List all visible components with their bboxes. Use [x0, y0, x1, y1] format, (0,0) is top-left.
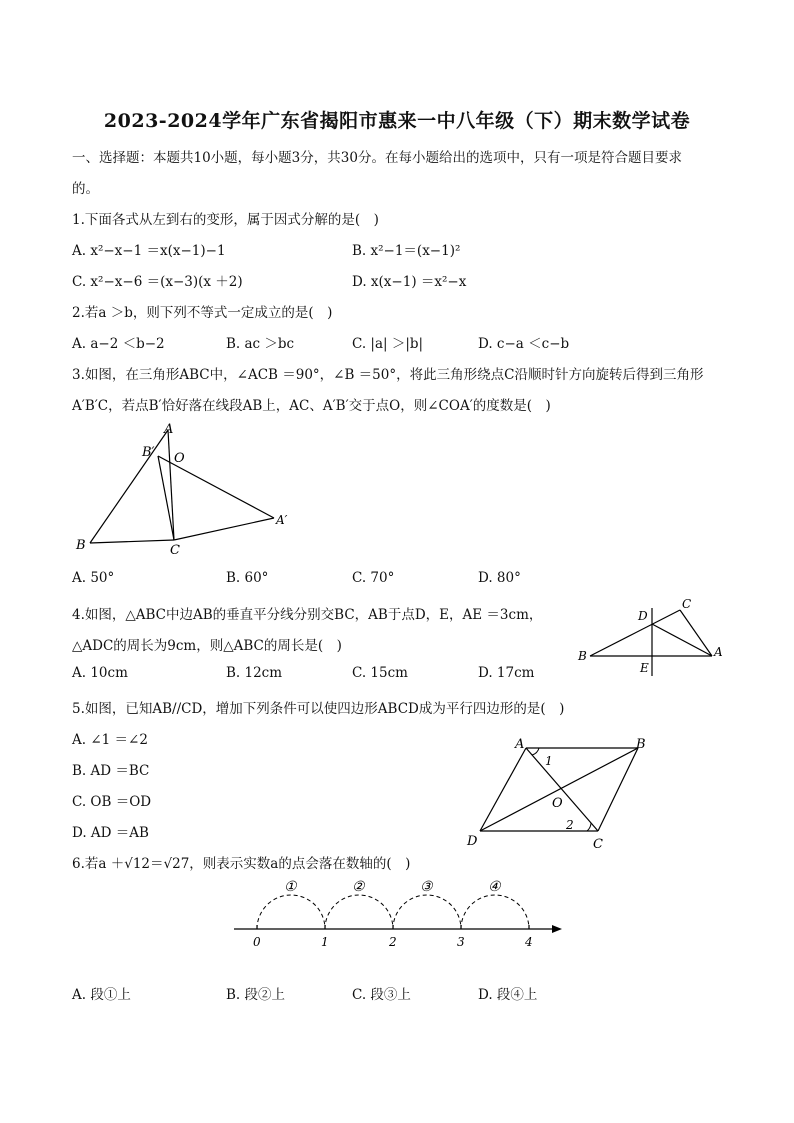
q3-label-c: C [170, 543, 180, 558]
q3-line-ab [90, 430, 168, 543]
q6-segment-2-label: ② [352, 879, 365, 895]
q2-stem: 2.若a ＞b，则下列不等式一定成立的是( ) [72, 305, 333, 321]
q4-line-bc [590, 610, 680, 656]
q3-option-c: C. 70° [352, 570, 395, 586]
q6-segment-4-label: ④ [488, 879, 501, 895]
q4-option-a: A. 10cm [72, 665, 128, 681]
page-title: 2023-2024学年广东省揭阳市惠来一中八年级（下）期末数学试卷 [103, 110, 691, 132]
q4-label-e: E [640, 661, 649, 675]
q5-angle2-arc [587, 823, 591, 831]
q4-label-d: D [638, 609, 648, 623]
q5-option-b: B. AD ＝BC [72, 763, 150, 779]
q5-label-c: C [593, 837, 603, 852]
q5-diagonal-ac [526, 748, 598, 831]
q6-segment-3-arc [393, 895, 461, 929]
q5-angle2-label: 2 [566, 818, 574, 832]
q3-label-o: O [174, 451, 185, 466]
q2-option-c: C. |a| ＞|b| [352, 336, 424, 352]
q4-stem-line2: △ADC的周长为9cm，则△ABC的周长是( ) [72, 638, 342, 654]
q6-axis-arrow [552, 925, 562, 933]
q3-rotation-figure [70, 418, 300, 558]
q3-option-b: B. 60° [226, 570, 269, 586]
q6-number-line-figure [226, 874, 576, 954]
q4-stem-line1: 4.如图，△ABC中边AB的垂直平分线分别交BC，AB于点D，E，AE ＝3cm， [72, 607, 543, 623]
q5-diagonal-bd [480, 748, 638, 831]
section-instruction-line1: 一、选择题：本题共10小题，每小题3分，共30分。在每小题给出的选项中，只有一项是符合题目要求 [72, 150, 682, 166]
q6-option-b: B. 段②上 [226, 987, 286, 1003]
q1-option-c: C. x²−x−6 ＝(x−3)(x ＋2) [72, 274, 243, 290]
q5-label-d: D [467, 834, 478, 849]
q5-label-b: B [636, 737, 646, 752]
q4-option-c: C. 15cm [352, 665, 408, 681]
q6-tick-label-3: 3 [457, 935, 465, 949]
q2-option-d: D. c−a ＜c−b [478, 336, 570, 352]
q4-option-b: B. 12cm [226, 665, 283, 681]
q3-line-ca1 [174, 518, 274, 540]
section-instruction-line2: 的。 [72, 181, 99, 197]
q5-stem: 5.如图，已知AB//CD，增加下列条件可以使四边形ABCD成为平行四边形的是( ) [72, 701, 565, 717]
q4-line-da [652, 624, 712, 656]
q4-triangle-figure [572, 594, 732, 684]
q5-line-bc [598, 748, 638, 831]
q3-option-a: A. 50° [72, 570, 115, 586]
q3-label-b: B [76, 538, 86, 553]
q2-option-a: A. a−2 ＜b−2 [72, 336, 165, 352]
q3-label-a: A [164, 422, 174, 437]
q6-segment-1-arc [257, 895, 325, 929]
q6-option-a: A. 段①上 [72, 987, 131, 1003]
q4-line-ca [680, 610, 712, 656]
q5-angle1-arc [532, 748, 539, 755]
q5-label-o: O [552, 796, 563, 811]
q6-segment-3-label: ③ [420, 879, 433, 895]
q6-stem: 6.若a ＋√12＝√27，则表示实数a的点会落在数轴的( ) [72, 856, 411, 872]
q6-option-d: D. 段④上 [478, 987, 538, 1003]
q6-tick-label-1: 1 [321, 935, 329, 949]
q6-tick-label-4: 4 [525, 935, 533, 949]
q1-option-d: D. x(x−1) ＝x²−x [352, 274, 467, 290]
q3-stem-line2: A′B′C，若点B′恰好落在线段AB上，AC、A′B′交于点O，则∠COA′的度数是( ) [72, 398, 551, 414]
q5-angle1-label: 1 [545, 754, 553, 768]
q4-label-a: A [714, 645, 723, 659]
q1-option-a: A. x²−x−1 ＝x(x−1)−1 [72, 243, 226, 259]
q1-stem: 1.下面各式从左到右的变形，属于因式分解的是( ) [72, 212, 379, 228]
q5-label-a: A [515, 737, 525, 752]
q5-option-a: A. ∠1 ＝∠2 [72, 732, 148, 748]
q3-stem-line1: 3.如图，在三角形ABC中，∠ACB ＝90°，∠B ＝50°，将此三角形绕点C沿顺时针方向旋转后得到三角形 [72, 367, 704, 383]
q4-label-b: B [578, 649, 587, 663]
q4-label-c: C [682, 597, 692, 611]
q3-label-a-prime: A′ [276, 513, 288, 527]
q4-option-d: D. 17cm [478, 665, 535, 681]
q6-option-c: C. 段③上 [352, 987, 411, 1003]
q3-option-d: D. 80° [478, 570, 521, 586]
q5-quadrilateral-figure [460, 730, 660, 855]
q5-option-c: C. OB ＝OD [72, 794, 152, 810]
q6-segment-1-label: ① [284, 879, 297, 895]
q2-option-b: B. ac ＞bc [226, 336, 295, 352]
q3-line-bc [90, 540, 174, 543]
q1-option-b: B. x²−1＝(x−1)² [352, 243, 461, 259]
q5-option-d: D. AD ＝AB [72, 825, 149, 841]
q6-segment-4-arc [461, 895, 529, 929]
q3-label-b-prime: B′ [142, 445, 155, 460]
q6-segment-2-arc [325, 895, 393, 929]
q6-tick-label-0: 0 [253, 935, 261, 949]
q6-tick-label-2: 2 [389, 935, 397, 949]
